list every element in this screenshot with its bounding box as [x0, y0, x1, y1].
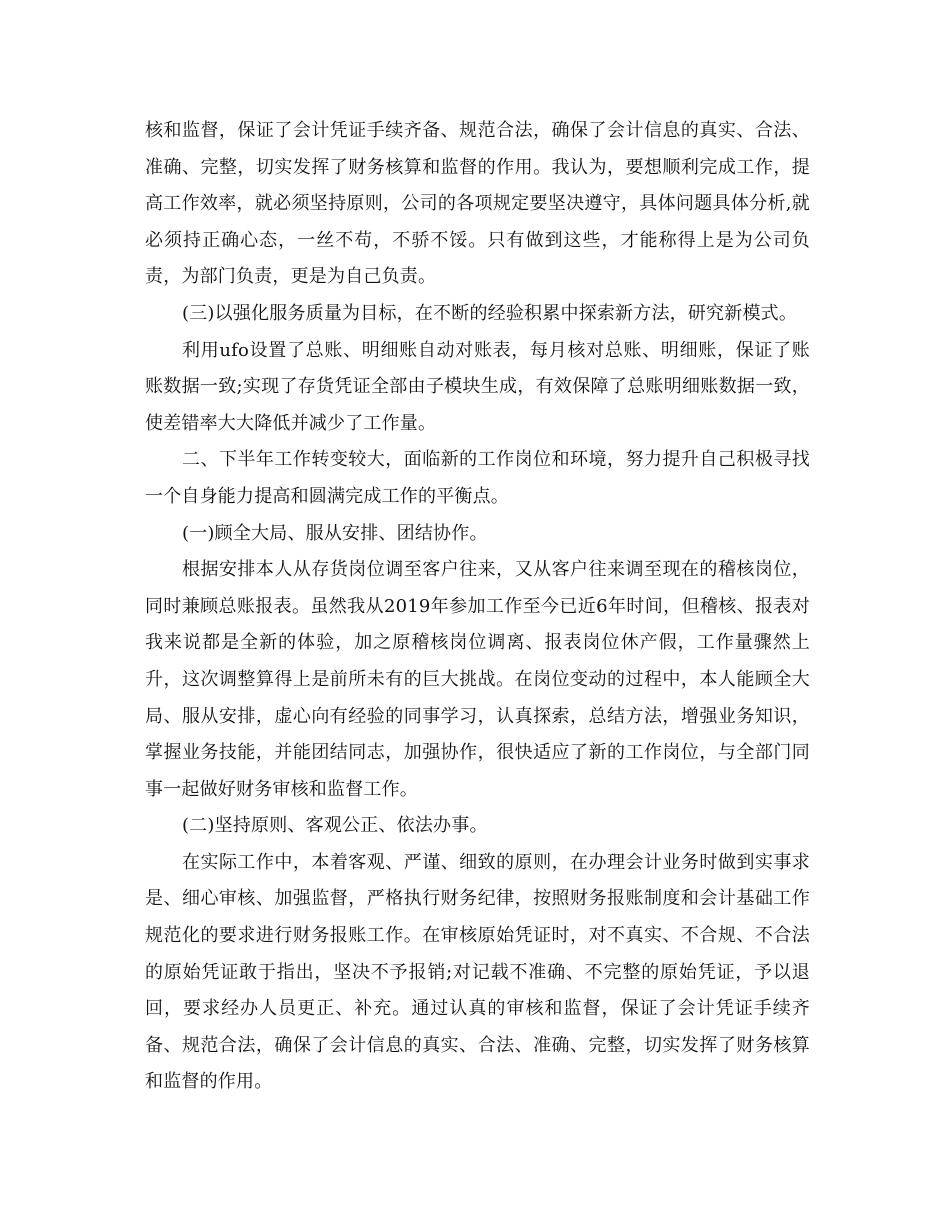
paragraph-3: 利用ufo设置了总账、明细账自动对账表，每月核对总账、明细账，保证了账账数据一致;实现了存货凭证全部由子模块生成，有效保障了总账明细账数据一致，使差错率大大降低并减少了工作量。 — [145, 339, 810, 434]
paragraph-2-heading: (三)以强化服务质量为目标，在不断的经验积累中探索新方法，研究新模式。 — [182, 302, 798, 324]
paragraph-5-heading: (一)顾全大局、服从安排、团结协作。 — [182, 522, 488, 544]
paragraph-1: 核和监督，保证了会计凭证手续齐备、规范合法，确保了会计信息的真实、合法、准确、完整，切实发挥了财务核算和监督的作用。我认为，要想顺利完成工作，提高工作效率，就必须坚持原则，公司的各项规定要坚决遵守，具体问题具体分析,就必须持正确心态，一丝不苟，不骄不馁。只有做到这些，才能称得上是为公司负责，为部门负责，更是为自己负责。 — [145, 120, 810, 288]
paragraph-7-heading: (二)坚持原则、客观公正、依法办事。 — [182, 815, 488, 837]
paragraph-8: 在实际工作中，本着客观、严谨、细致的原则，在办理会计业务时做到实事求是、细心审核、加强监督，严格执行财务纪律，按照财务报账制度和会计基础工作规范化的要求进行财务报账工作。在审核原始凭证时，对不真实、不合规、不合法的原始凭证敢于指出，坚决不予报销;对记载不准确、不完整的原始凭证，予以退回，要求经办人员更正、补充。通过认真的审核和监督，保证了会计凭证手续齐备、规范合法，确保了会计信息的真实、合法、准确、完整，切实发挥了财务核算和监督的作用。 — [145, 851, 810, 1093]
paragraph-4-section-heading: 二、下半年工作转变较大，面临新的工作岗位和环境，努力提升自己积极寻找一个自身能力提高和圆满完成工作的平衡点。 — [145, 449, 810, 507]
document-body — [145, 113, 810, 1101]
paragraph-6: 根据安排本人从存货岗位调至客户往来，又从客户往来调至现在的稽核岗位，同时兼顾总账报表。虽然我从2019年参加工作至今已近6年时间，但稽核、报表对我来说都是全新的体验，加之原稽核岗位调离、报表岗位休产假，工作量骤然上升，这次调整算得上是前所未有的巨大挑战。在岗位变动的过程中，本人能顾全大局、服从安排，虚心向有经验的同事学习，认真探索，总结方法，增强业务知识，掌握业务技能，并能团结同志，加强协作，很快适应了新的工作岗位，与全部门同事一起做好财务审核和监督工作。 — [145, 559, 810, 800]
